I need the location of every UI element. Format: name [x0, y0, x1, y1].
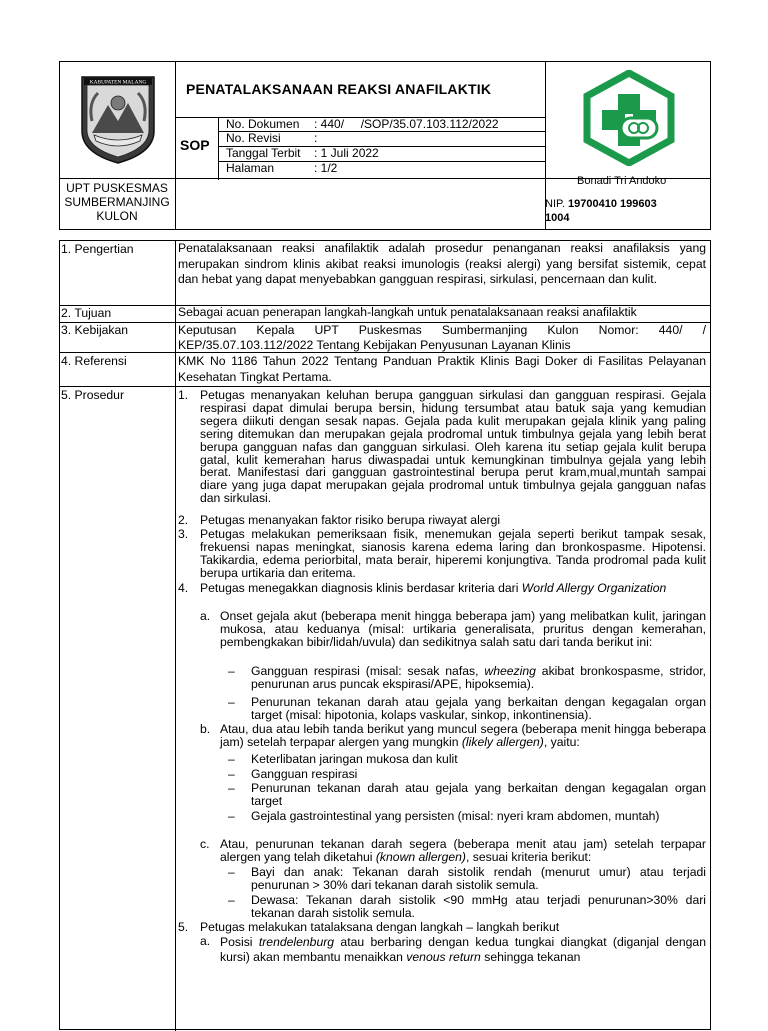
sub-marker: b.: [200, 722, 211, 736]
revision-label: No. Revisi: [226, 131, 281, 145]
signer-name: Bonadi Tri Andoko: [577, 175, 667, 187]
dash-bullet: –: [228, 809, 235, 823]
sub-marker: a.: [200, 609, 211, 623]
step-1-text: Petugas menanyakan keluhan berupa gangguan sirkulasi dan gangguan respirasi. Gejala respirasi dapat dimulai berupa bersin, hidung tersumbat atau batuk saja yang kemudian segera diikuti dengan sesak napas. Gejala pada kulit merupakan gejala klinik yang paling sering ditemukan dan merupakan gejala prodromal untuk timbulnya gejala yang lebih berat berupa gangguan nafas dan gangguan sirkulasi. Oleh karena itu setiap gejala kulit berupa gatal, kulit kemerahan harus diwaspadai untuk kemungkinan timbulnya gejala yang lebih berat. Manifestasi dari gangguan gastrointestinal berupa perut kram,mual,muntah sampai diare yang juga dapat merupakan gejala prodromal untuk timbulnya gejala gangguan nafas dan sirkulasi.: [200, 388, 706, 506]
pengertian-text: Penatalaksanaan reaksi anafilaktik adalah prosedur penanganan reaksi anafilaksis yang merupakan sindrom klinis akibat reaksi imunologis (reaksi alergi) yang bersifat sistemik, cepat dan hebat yang dapat menyebabkan gangguan respirasi, sirkulasi, pencernaan dan kulit.: [178, 241, 706, 287]
dash-bullet: –: [228, 781, 235, 795]
criteria-c-lead: Atau, penurunan tekanan darah segera (beberapa menit atau jam) setelah terpapar alergen yang telah diketahui: [220, 837, 706, 864]
criteria-c-term: (known allergen): [375, 849, 466, 864]
step-5a-term2: venous return: [406, 950, 481, 964]
page-value: : 1/2: [314, 161, 338, 175]
criteria-c2-text: Dewasa: Tekanan darah sistolik <90 mmHg atau terjadi penurunan>30% dari tekanan darah sistolik semula.: [251, 893, 706, 920]
step-4-lead: Petugas menegakkan diagnosis klinis berdasar kriteria dari: [200, 581, 519, 595]
dash-bullet: –: [228, 893, 235, 907]
nip-value: 19700410 199603: [568, 198, 657, 210]
criteria-b-text: [220, 723, 706, 749]
header-divider: [218, 117, 219, 180]
step-number: 5.: [178, 920, 189, 934]
step-2-text: Petugas menanyakan faktor risiko berupa riwayat alergi: [200, 513, 501, 527]
criteria-a1-text: [251, 665, 706, 691]
kebijakan-text: Keputusan Kepala UPT Puskesmas Sumbermanjing Kulon Nomor: 440/ / KEP/35.07.103.112/2022 Tentang Kebijakan Penyusunan Layanan Klinis: [178, 323, 706, 352]
revision-row: [226, 131, 317, 145]
sub-marker: c.: [200, 837, 210, 851]
criteria-b-rest: , yaitu:: [543, 734, 580, 749]
org-line: UPT PUSKESMAS: [66, 181, 168, 195]
criteria-b-lead: Atau, dua atau lebih tanda berikut yang muncul segera (beberapa menit hingga beberapa jam) setelah terpapar alergen yang mungkin: [220, 722, 706, 749]
dash-bullet: –: [228, 767, 235, 781]
nip-label: NIP.: [545, 198, 565, 210]
doc-number-label: No. Dokumen: [226, 117, 300, 131]
criteria-a-text: Onset gejala akut (beberapa menit hingga beberapa jam) yang melibatkan kulit, jaringan mukosa, atau keduanya (misal: urtikaria generalisata, pruritus dengan kemerahan, pembengkakan bibir/lidah/uvula) dan sedikitnya salah satu dari tanda berikut ini:: [220, 609, 706, 649]
table-divider: [175, 241, 176, 1031]
dash-bullet: –: [228, 664, 235, 678]
nip-block: [545, 197, 657, 225]
criteria-a1-rest: akibat bronkospasme, stridor, penurunan arus puncak ekspirasi/APE, hipoksemia).: [251, 664, 707, 691]
step-5a-lead: Posisi: [220, 935, 253, 949]
referensi-text: KMK No 1186 Tahun 2022 Tentang Panduan Praktik Klinis Bagi Doker di Fasilitas Pelayanan Kesehatan Tingkat Pertama.: [178, 354, 706, 384]
revision-value: :: [314, 131, 318, 145]
doc-number-value: : 440/ /SOP/35.07.103.112/2022: [314, 117, 499, 131]
org-line: SUMBERMANJING: [64, 195, 170, 209]
step-4-organization: World Allergy Organization: [521, 581, 667, 595]
puskesmas-logo: [581, 70, 677, 166]
step-3-text: Petugas melakukan pemeriksaan fisik, menemukan gejala seperti berikut tampak sesak, frekuensi napas meningkat, sianosis karena edema laring dan bronkospasme. Hipotensi. Takikardia, edema periorbital, mata berair, hiperemi konjungtiva. Tanda prodromal pada kulit berupa urtikaria dan eritema.: [200, 527, 706, 580]
step-5a-body: atau berbaring dengan kedua tungkai diangkat (diganjal dengan kursi) akan membantu menaikkan: [220, 935, 706, 964]
logo-lettering: KABUPATEN MALANG: [89, 79, 147, 86]
org-name: [59, 181, 175, 223]
section-label-pengertian: 1. Pengertian: [61, 242, 134, 256]
dash-bullet: –: [228, 752, 235, 766]
step-number: 4.: [178, 581, 189, 595]
criteria-c1-text: Bayi dan anak: Tekanan darah sistolik rendah (menurut umur) atau terjadi penurunan > 30% dari tekanan darah sistolik semula.: [251, 865, 706, 892]
issue-date-label: Tanggal Terbit: [226, 146, 301, 160]
step-5a-term: trendelenburg: [258, 935, 335, 949]
issue-date-row: [226, 146, 379, 160]
dash-bullet: –: [228, 695, 235, 709]
section-label-tujuan: 2. Tujuan: [61, 306, 112, 320]
org-line: KULON: [96, 209, 138, 223]
doc-number-row: [226, 117, 499, 131]
criteria-c-rest: , sesuai kriteria berikut:: [465, 849, 592, 864]
header-divider: [175, 62, 176, 230]
sub-marker: a.: [200, 934, 211, 948]
nip-value-cont: 1004: [545, 212, 570, 224]
section-label-kebijakan: 3. Kebijakan: [61, 323, 129, 337]
section-label-prosedur: 5. Prosedur: [61, 388, 125, 402]
step-number: 2.: [178, 513, 189, 527]
dash-bullet: –: [228, 865, 235, 879]
page-label: Halaman: [226, 161, 275, 175]
step-number: 3.: [178, 527, 189, 541]
step-4-text: [200, 582, 706, 595]
criteria-b2-text: Gangguan respirasi: [251, 767, 358, 781]
criteria-a2-text: Penurunan tekanan darah atau gejala yang berkaitan dengan kegagalan organ target (misal: hipotonia, kolaps vaskular, sinkop, inkontinensia).: [251, 695, 706, 722]
step-5-text: Petugas melakukan tatalaksana dengan langkah – langkah berikut: [200, 920, 560, 934]
step-number: 1.: [178, 388, 189, 402]
criteria-b1-text: Keterlibatan jaringan mukosa dan kulit: [251, 752, 458, 766]
table-divider: [60, 386, 710, 387]
criteria-b4-text: Gejala gastrointestinal yang persisten (misal: nyeri kram abdomen, muntah): [251, 809, 660, 823]
section-label-referensi: 4. Referensi: [61, 354, 127, 368]
criteria-b3-text: Penurunan tekanan darah atau gejala yang berkaitan dengan kegagalan organ target: [251, 781, 706, 808]
step-5a-rest: sehingga tekanan: [484, 950, 581, 964]
criteria-c-text: [220, 838, 706, 864]
document-title: PENATALAKSANAAN REAKSI ANAFILAKTIK: [186, 81, 492, 97]
criteria-a1-term: wheezing: [484, 664, 536, 678]
criteria-b-term: (likely allergen): [461, 734, 544, 749]
kabupaten-malang-logo: [78, 73, 158, 165]
page-row: [226, 161, 337, 175]
tujuan-text: Sebagai acuan penerapan langkah-langkah untuk penatalaksanaan reaksi anafilaktik: [178, 305, 637, 319]
issue-date-value: : 1 Juli 2022: [314, 146, 379, 160]
criteria-a1-lead: Gangguan respirasi (misal: sesak nafas,: [251, 664, 479, 678]
step-5a-text: [220, 935, 706, 965]
sop-label: SOP: [180, 137, 210, 153]
